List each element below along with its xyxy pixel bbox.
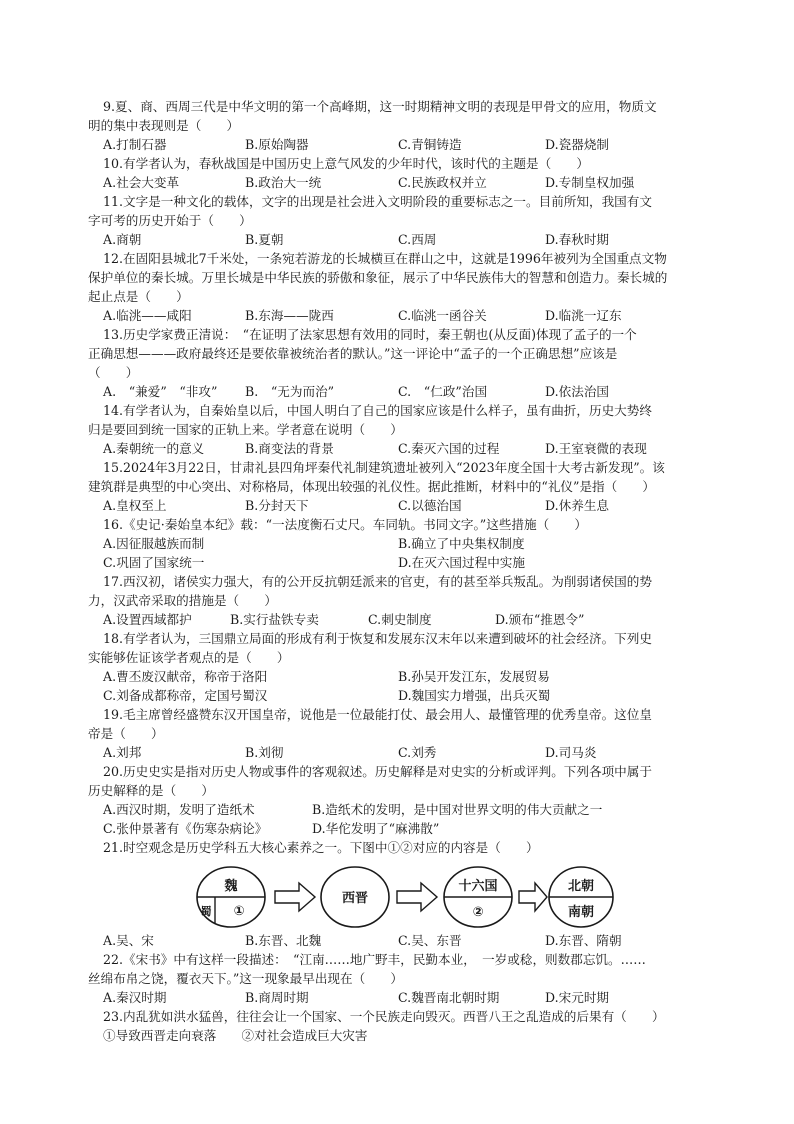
arrow-right-icon: [397, 883, 437, 911]
option-c: C.青铜铸造: [398, 137, 462, 152]
option-b: B.孙吴开发江东，发展贸易: [398, 669, 550, 684]
option-b: B.商变法的背景: [245, 441, 334, 456]
option-c: C.刺史制度: [368, 612, 432, 627]
diagram-text-southern-dynasties: 南朝: [567, 905, 595, 920]
option-d: D.东晋、隋朝: [545, 933, 622, 948]
question-9-line-2: 明的集中表现则是（ ）: [88, 118, 240, 133]
option-c: C.吴、东晋: [398, 933, 462, 948]
arrow-right-icon: [275, 883, 315, 911]
option-b: B.确立了中央集权制度: [398, 536, 525, 551]
arrow-right-icon: [519, 883, 547, 911]
question-11-line-1: 11.文字是一种文化的载体，文字的出现是社会进入文明阶段的重要标志之一。目前所知，我国有文: [103, 194, 652, 209]
option-c: C.以德治国: [398, 498, 462, 513]
option-a: A.皇权至上: [103, 498, 167, 513]
option-c: C.巩固了国家统一: [103, 555, 205, 570]
question-17-line-1: 17.西汉初，诸侯实力强大，有的公开反抗朝廷派来的官吏，有的甚至举兵叛乱。为削弱诸侯国的势: [103, 574, 652, 589]
diagram-circle-northern-southern: [549, 867, 613, 927]
option-a: A.商朝: [103, 232, 142, 247]
option-a: A.西汉时期，发明了造纸术: [103, 802, 255, 817]
option-a: A.临洮——咸阳: [103, 308, 192, 323]
diagram-text-circle-1: ①: [233, 904, 245, 919]
option-b: B.实行盐铁专卖: [230, 612, 319, 627]
question-12-line-3: 起止点是（ ）: [88, 289, 189, 304]
option-b: B.东晋、北魏: [245, 933, 322, 948]
option-b: B.东海——陇西: [245, 308, 334, 323]
option-a: A.社会大变革: [103, 175, 180, 190]
option-b: B.刘彻: [245, 745, 284, 760]
question-15-line-1: 15.2024年3月22日，甘肃礼县四角坪秦代礼制建筑遗址被列入“2023年度全国十大考古新发现”。该: [103, 460, 665, 475]
diagram-text-sixteen-kingdoms: 十六国: [458, 879, 498, 894]
option-c: C.魏晋南北朝时期: [398, 990, 500, 1005]
option-c: C. “仁政”治国: [398, 384, 488, 399]
option-a: A.刘邦: [103, 745, 142, 760]
question-20-line-2: 历史解释的是（ ）: [88, 783, 214, 798]
option-a: A.曹丕废汉献帝，称帝于洛阳: [103, 669, 268, 684]
option-b: B.原始陶器: [245, 137, 309, 152]
option-d: D.临洮一辽东: [545, 308, 622, 323]
question-18-line-2: 实能够佐证该学者观点的是（ ）: [88, 650, 290, 665]
option-c: C.临洮一函谷关: [398, 308, 487, 323]
option-b: B.政治大一统: [245, 175, 322, 190]
option-d: D.在灭六国过程中实施: [398, 555, 525, 570]
question-18-line-1: 18.有学者认为，三国鼎立局面的形成有利于恢复和发展东汉末年以来遭到破坏的社会经济。下列史: [103, 631, 652, 646]
question-17-line-2: 力，汉武帝采取的措施是（ ）: [88, 593, 277, 608]
option-a: A.因征服越族而制: [103, 536, 205, 551]
question-22-line-2: 丝绵布帛之饶，覆衣天下。”这一现象最早出现在（ ）: [88, 971, 403, 986]
dynasty-diagram: [195, 862, 615, 926]
option-d: D.依法治国: [545, 384, 610, 399]
diagram-circle-western-jin: [321, 867, 389, 927]
option-d: D.宋元时期: [545, 990, 610, 1005]
question-23-line-1: 23.内乱犹如洪水猛兽，往往会让一个国家、一个民族走向毁灭。西晋八王之乱造成的后果有（ ）: [103, 1009, 665, 1024]
option-c: C.张仲景著有《伤寒杂病论》: [103, 821, 268, 836]
option-a: A.打制石器: [103, 137, 167, 152]
option-b: B.商周时期: [245, 990, 309, 1005]
option-c: C.秦灭六国的过程: [398, 441, 500, 456]
question-10-line-1: 10.有学者认为，春秋战国是中国历史上意气风发的少年时代，该时代的主题是（ ）: [103, 156, 589, 171]
option-b: B.造纸术的发明，是中国对世界文明的伟大贡献之一: [312, 802, 603, 817]
option-a: A.设置西域都护: [103, 612, 192, 627]
question-23-line-2: ①导致西晋走向衰落 ②对社会造成巨大灾害: [103, 1028, 368, 1043]
diagram-circle-sixteen-kingdoms: [444, 867, 512, 927]
option-c: C.民族政权并立: [398, 175, 487, 190]
question-11-line-2: 字可考的历史开始于（ ）: [88, 213, 252, 228]
question-20-line-1: 20.历史史实是指对历史人物或事件的客观叙述。历史解释是对史实的分析或评判。下列各项中属于: [103, 764, 652, 779]
option-d: D.司马炎: [545, 745, 597, 760]
question-15-line-2: 建筑群是典型的中心突出、对称格局，体现出较强的礼仪性。据此推断，材料中的“礼仪”是指（ ）: [88, 479, 656, 494]
option-d: D.王室衰微的表现: [545, 441, 647, 456]
option-c: C.刘备成都称帝，定国号蜀汉: [103, 688, 268, 703]
question-13-line-2: 正确思想———政府最终还是要依靠被统治者的默认。”这一评论中“孟子的一个正确思想”应该是: [88, 346, 618, 361]
question-21-line-1: 21.时空观念是历史学科五大核心素养之一。下图中①②对应的内容是（ ）: [103, 840, 539, 855]
question-14-line-1: 14.有学者认为，自秦始皇以后，中国人明白了自己的国家应该是什么样子，虽有曲折，历史大势终: [103, 403, 652, 418]
option-d: D.休养生息: [545, 498, 610, 513]
diagram-text-northern-dynasties: 北朝: [567, 879, 595, 894]
option-a: A. “兼爱” “非攻”: [103, 384, 218, 399]
question-13-line-3: （ ）: [88, 365, 139, 380]
option-c: C.西周: [398, 232, 437, 247]
option-a: A.吴、宋: [103, 933, 154, 948]
question-19-line-2: 帝是（ ）: [88, 726, 164, 741]
option-a: A.秦朝统一的意义: [103, 441, 205, 456]
question-16-line-1: 16.《史记·秦始皇本纪》载：“一法度衡石丈尺。车同轨。书同文字。”这些措施（ ）: [103, 517, 587, 532]
dynasty-diagram-svg: [195, 862, 615, 932]
option-b: B.夏朝: [245, 232, 284, 247]
diagram-text-circle-2: ②: [472, 905, 484, 920]
question-12-line-2: 保护单位的秦长城。万里长城是中华民族的骄傲和象征，展示了中华民族伟大的智慧和创造力。秦长城的: [88, 270, 668, 285]
option-d: D.华佗发明了“麻沸散”: [312, 821, 440, 836]
question-22-line-1: 22.《宋书》中有这样一段描述： “江南……地广野丰，民勤本业， 一岁或稔，则数郡忘饥。……: [103, 952, 646, 967]
option-d: D.颁布“推恩令”: [495, 612, 585, 627]
diagram-text-shu: 蜀: [200, 905, 212, 918]
option-d: D.魏国实力增强，出兵灭蜀: [398, 688, 551, 703]
question-9-line-1: 9.夏、商、西周三代是中华文明的第一个高峰期，这一时期精神文明的表现是甲骨文的应用，物质文: [103, 99, 657, 114]
diagram-circle-wei-shu: [197, 867, 265, 927]
option-c: C.刘秀: [398, 745, 437, 760]
option-d: D.瓷器烧制: [545, 137, 610, 152]
question-13-line-1: 13.历史学家费正清说： “在证明了法家思想有效用的同时，秦王朝也(从反面)体现了孟子的一个: [103, 327, 637, 342]
question-19-line-1: 19.毛主席曾经盛赞东汉开国皇帝，说他是一位最能打仗、最会用人、最懂管理的优秀皇帝。这位皇: [103, 707, 652, 722]
option-d: D.春秋时期: [545, 232, 610, 247]
option-d: D.专制皇权加强: [545, 175, 635, 190]
option-a: A.秦汉时期: [103, 990, 167, 1005]
diagram-text-wei: 魏: [224, 879, 238, 894]
option-b: B.分封天下: [245, 498, 309, 513]
question-12-line-1: 12.在固阳县城北7千米处，一条宛若游龙的长城横亘在群山之中，这就是1996年被列为全国重点文物: [103, 251, 667, 266]
question-14-line-2: 归是要回到统一国家的正轨上来。学者意在说明（ ）: [88, 422, 403, 437]
diagram-text-western-jin: 西晋: [341, 891, 369, 906]
option-b: B. “无为而治”: [245, 384, 335, 399]
